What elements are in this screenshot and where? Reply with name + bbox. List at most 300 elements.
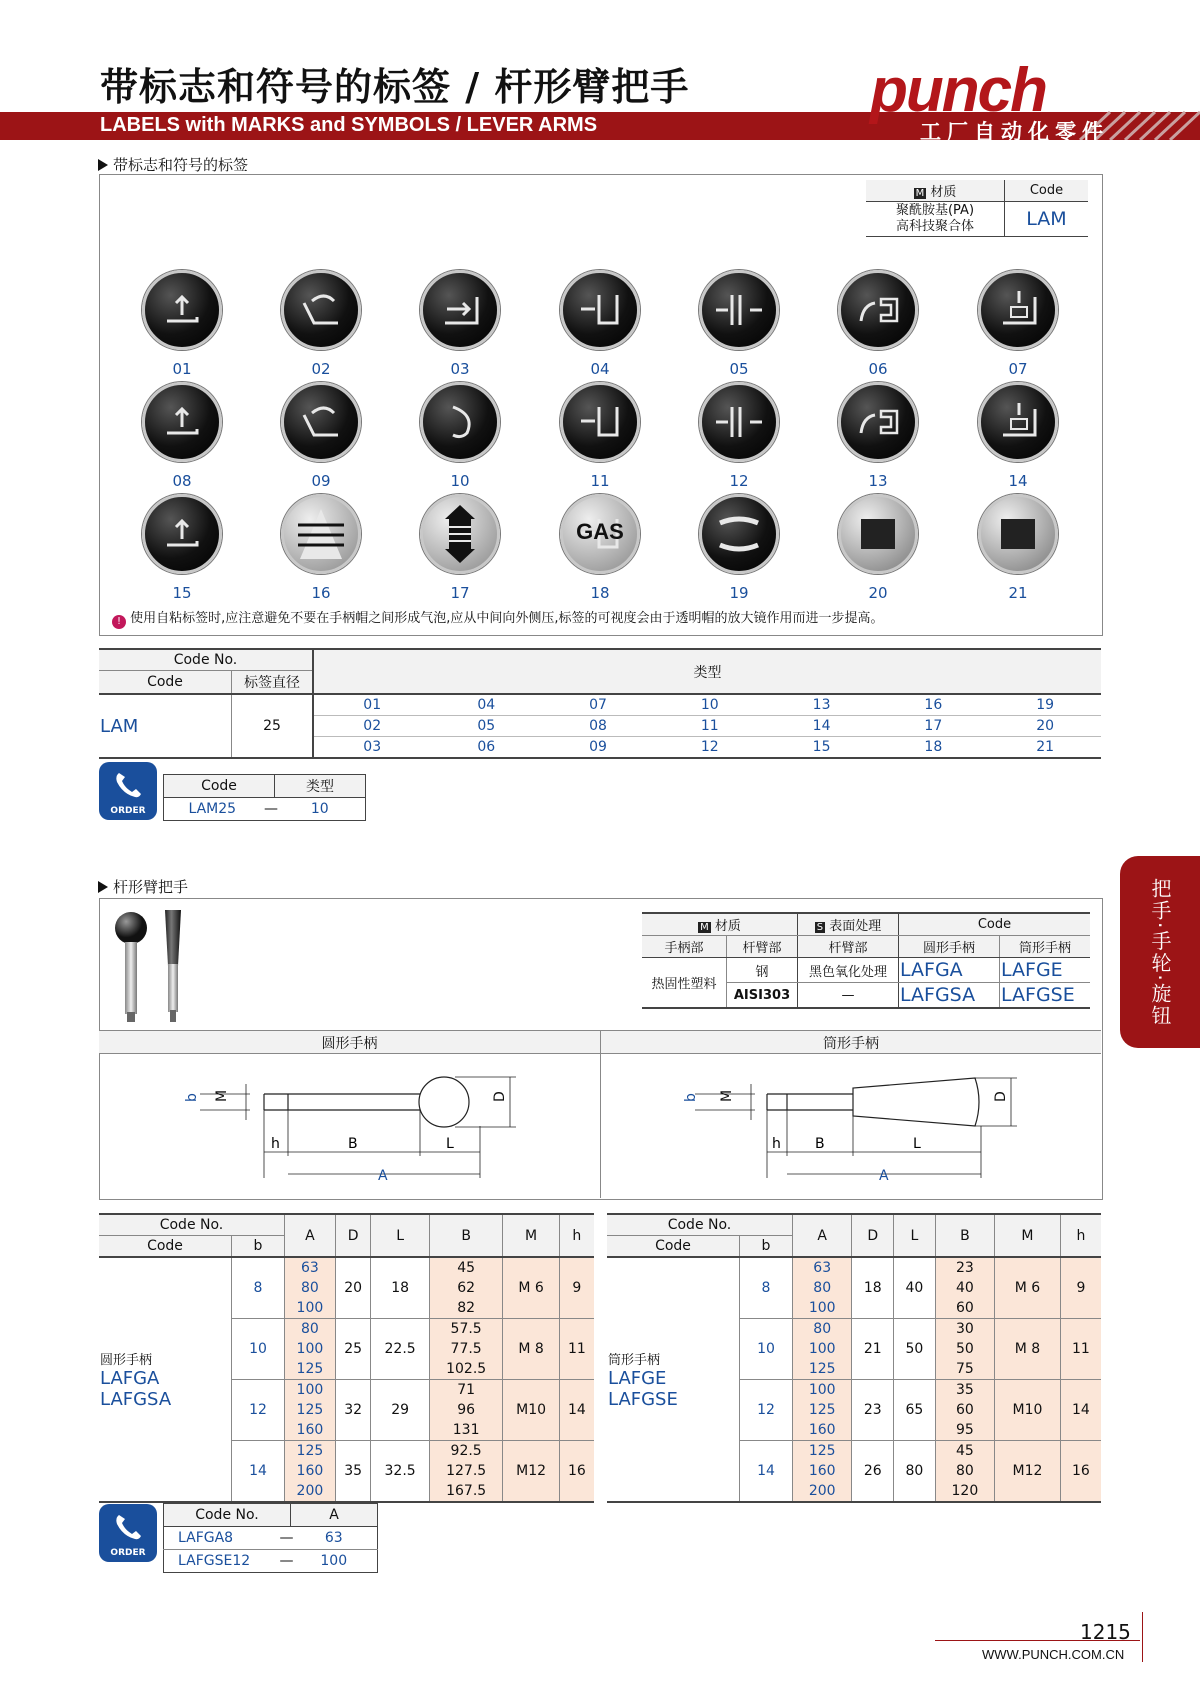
spec-bb-cell: 60: [935, 1400, 994, 1420]
spec-b-cell: 14: [740, 1441, 793, 1503]
order2-row-1-code: [164, 1527, 294, 1550]
order-example-table-1: [163, 774, 366, 821]
order2-row-2-code: [164, 1550, 294, 1573]
spec-a-cell: 160: [793, 1461, 852, 1481]
spec-bb-cell: 77.5: [429, 1339, 503, 1359]
steel-value: 钢: [727, 958, 798, 983]
tube-handle-header: 筒形手柄: [1000, 936, 1091, 958]
t1-type-cell: 07: [542, 694, 654, 716]
spec-code-header: Code: [99, 1236, 232, 1258]
spec-col-header: M: [995, 1214, 1061, 1257]
t1-type-cell: 12: [700, 739, 719, 755]
spec-m-cell: M10: [995, 1380, 1061, 1441]
spec-bb-cell: 131: [429, 1420, 503, 1441]
label-symbol-icon: [978, 382, 1058, 462]
spec-table-left: [99, 1213, 594, 1503]
label-symbol-icon: [699, 494, 779, 574]
spec-l-cell: 40: [894, 1257, 936, 1319]
section-title-text: 杆形臂把手: [113, 878, 189, 896]
label-symbol-icon: [978, 494, 1058, 574]
lever-surf-header: [798, 913, 899, 936]
label-symbol-icon: [281, 494, 361, 574]
aisi-value: AISI303: [727, 983, 798, 1009]
spec-l-cell: 18: [371, 1257, 429, 1319]
code-header: Code: [1005, 180, 1089, 202]
drawing-right-title: 筒形手柄: [823, 1036, 879, 1052]
t1-type-cell: 17: [877, 716, 989, 737]
page-title: 带标志和符号的标签 / 杆形臂把手: [100, 65, 690, 109]
order2-code-text: LAFGA8: [178, 1530, 234, 1546]
label-symbol-icon: [281, 382, 361, 462]
spec-bb-cell: 167.5: [429, 1481, 503, 1502]
spec-col-header: h: [559, 1214, 594, 1257]
order2-row-1-a: 63: [324, 1530, 343, 1546]
label-symbol-icon: [699, 382, 779, 462]
spec-bb-cell: 75: [935, 1359, 994, 1380]
spec-d-cell: 18: [852, 1257, 894, 1319]
spec-bb-cell: 45: [429, 1257, 503, 1278]
dim-l: L: [446, 1136, 454, 1152]
spec-header-row: [99, 1214, 594, 1236]
spec-l-cell: 80: [894, 1441, 936, 1503]
spec-b-cell: 10: [232, 1319, 285, 1380]
label-symbol-icon: [560, 382, 640, 462]
spec-h-cell: 14: [1060, 1380, 1101, 1441]
spec-bb-cell: 45: [935, 1441, 994, 1462]
label-icon-item: [838, 494, 918, 604]
spec-b-cell: 14: [232, 1441, 285, 1503]
spec-a-cell: 80: [793, 1278, 852, 1298]
label-symbol-icon: [142, 270, 222, 350]
label-icon-item: [699, 494, 779, 604]
spec-table: [99, 1213, 594, 1503]
order-badge: [99, 1504, 157, 1562]
code-lafgsa: LAFGSA: [899, 983, 1000, 1009]
dim-h: h: [772, 1136, 781, 1152]
spec-table: [607, 1213, 1101, 1503]
spec-a-cell: 125: [285, 1400, 336, 1420]
t1-type-cell: 08: [542, 716, 654, 737]
label-symbol-icon: [420, 494, 500, 574]
spec-bb-cell: 30: [935, 1319, 994, 1340]
label-symbol-icon: [560, 494, 640, 574]
label-icon-number: 13: [868, 472, 888, 490]
spec-bb-cell: 40: [935, 1278, 994, 1298]
lever-code-header: Code: [899, 913, 1091, 936]
punch-logo: punch: [870, 56, 1046, 125]
spec-a-cell: 100: [285, 1298, 336, 1319]
t1-code-value: LAM: [100, 715, 139, 737]
label-icon-number: 04: [590, 360, 610, 378]
spec-m-cell: M 6: [503, 1257, 559, 1319]
t1-type-cell: 10: [654, 694, 766, 716]
section-title-labels: [98, 154, 248, 175]
thermoset-value: 热固性塑料: [642, 958, 727, 1009]
t1-type-cell: 04: [430, 694, 542, 716]
spec-bb-cell: 102.5: [429, 1359, 503, 1380]
label-icon-item: [420, 494, 500, 604]
spec-code-1: LAFGA: [100, 1368, 160, 1389]
surface-dash: —: [798, 983, 899, 1009]
spec-a-cell: 125: [793, 1400, 852, 1420]
t1-type-cell: 01: [313, 694, 430, 716]
spec-h-cell: 11: [1060, 1319, 1101, 1380]
spec-b-cell: 8: [740, 1257, 793, 1319]
spec-a-cell: 80: [285, 1319, 336, 1340]
dim-b: b: [184, 1093, 200, 1102]
spec-d-cell: 35: [335, 1441, 371, 1503]
dim-a: A: [378, 1168, 388, 1184]
order2-row-2-a: 100: [291, 1550, 378, 1573]
triangle-bullet-icon: [98, 159, 108, 171]
tube-handle-drawing: [675, 1056, 1035, 1196]
footer-url: WWW.PUNCH.COM.CN: [982, 1647, 1125, 1662]
spec-bb-cell: 96: [429, 1400, 503, 1420]
code-lafgse: LAFGSE: [1001, 984, 1075, 1006]
t1-type-cell: 18: [924, 739, 943, 755]
label-icon-item: [978, 382, 1058, 492]
label-icon-item: [978, 270, 1058, 380]
label-icon-number: 09: [311, 472, 331, 490]
label-symbol-icon: [699, 270, 779, 350]
phone-order-icon: [113, 770, 143, 800]
drawing-divider: [600, 1030, 601, 1198]
order2-code-header: Code No.: [164, 1504, 291, 1527]
spec-bb-cell: 120: [935, 1481, 994, 1502]
lever-mat-label: 材质: [714, 919, 741, 934]
label-icon-number: 20: [868, 584, 888, 602]
spec-bb-cell: 80: [935, 1461, 994, 1481]
spec-bb-cell: 60: [935, 1298, 994, 1319]
label-symbol-icon: [978, 270, 1058, 350]
dim-h: h: [271, 1136, 280, 1152]
dim-b: b: [683, 1093, 699, 1102]
label-icon-number: 01: [172, 360, 192, 378]
spec-bb-cell: 23: [935, 1257, 994, 1278]
spec-col-header: A: [285, 1214, 336, 1257]
t1-code-header: Code: [99, 671, 232, 695]
spec-l-cell: 32.5: [371, 1441, 429, 1503]
spec-a-cell: 160: [285, 1461, 336, 1481]
label-icon-item: [560, 494, 640, 604]
arm-part-header: 杆臂部: [727, 936, 798, 958]
spec-bb-cell: 127.5: [429, 1461, 503, 1481]
t1-type-cell: 06: [477, 739, 496, 755]
label-icon-number: 10: [450, 472, 470, 490]
label-symbol-icon: [420, 270, 500, 350]
dim-bb: B: [348, 1136, 358, 1152]
label-icon-number: 14: [1008, 472, 1028, 490]
label-icon-item: [699, 270, 779, 380]
black-oxide-value: 黑色氧化处理: [798, 958, 899, 983]
arm-part-header-2: 杆臂部: [798, 936, 899, 958]
label-icon-item: [142, 270, 222, 380]
spec-a-cell: 125: [793, 1441, 852, 1462]
spec-code-no-header: Code No.: [99, 1214, 285, 1236]
material-value-line1: 聚酰胺基(PA): [895, 203, 975, 218]
label-icon-item: [420, 382, 500, 492]
order1-type-header: 类型: [275, 775, 366, 798]
t1-type-cell: 13: [766, 694, 878, 716]
material-badge-icon: M: [915, 188, 925, 199]
order2-dash: —: [279, 1530, 294, 1546]
spec-code-cell: [99, 1257, 232, 1502]
label-icon-item: [699, 382, 779, 492]
spec-bb-cell: 62: [429, 1278, 503, 1298]
material-header-label: 材质: [930, 185, 957, 200]
section-title-text: 带标志和符号的标签: [113, 156, 249, 174]
spec-code-1: LAFGE: [608, 1368, 667, 1389]
spec-a-cell: 125: [285, 1441, 336, 1462]
spec-a-cell: 200: [285, 1481, 336, 1502]
label-icon-number: 19: [729, 584, 749, 602]
footer-divider: [1142, 1612, 1143, 1662]
label-symbol-icon: [142, 494, 222, 574]
order-badge-label: ORDER: [110, 806, 146, 816]
spec-l-cell: 65: [894, 1380, 936, 1441]
table-row: [607, 1257, 1101, 1278]
round-handle-header: 圆形手柄: [899, 936, 1000, 958]
label-symbol-icon: [142, 382, 222, 462]
spec-b-cell: 10: [740, 1319, 793, 1380]
spec-h-cell: 9: [1060, 1257, 1101, 1319]
material-value: [866, 202, 1005, 237]
label-icon-item: [978, 494, 1058, 604]
dim-d: D: [993, 1091, 1009, 1102]
t1-type-cell: 16: [877, 694, 989, 716]
spec-m-cell: M12: [995, 1441, 1061, 1503]
spec-col-header: D: [335, 1214, 371, 1257]
dim-a: A: [879, 1168, 889, 1184]
label-icon-item: [281, 270, 361, 380]
label-symbol-icon: [838, 382, 918, 462]
label-symbol-icon: [281, 270, 361, 350]
section-title-lever: [98, 876, 188, 897]
dim-m: M: [719, 1089, 735, 1102]
t1-type-cell: 20: [989, 716, 1101, 737]
t1-type-header: 类型: [313, 649, 1101, 694]
code-value: LAM: [1005, 202, 1089, 237]
label-icon-number: 15: [172, 584, 192, 602]
spec-a-cell: 100: [793, 1298, 852, 1319]
spec-m-cell: M 8: [995, 1319, 1061, 1380]
logo-subtitle: 工厂自动化零件: [920, 120, 1109, 144]
spec-col-header: D: [852, 1214, 894, 1257]
spec-d-cell: 25: [335, 1319, 371, 1380]
spec-col-header: L: [894, 1214, 936, 1257]
t1-type-cell: 19: [989, 694, 1101, 716]
spec-a-cell: 80: [285, 1278, 336, 1298]
spec-bb-cell: 57.5: [429, 1319, 503, 1340]
usage-note: [112, 607, 884, 629]
spec-h-cell: 14: [559, 1380, 594, 1441]
spec-a-cell: 80: [793, 1319, 852, 1340]
spec-bb-cell: 92.5: [429, 1441, 503, 1462]
label-icon-number: 07: [1008, 360, 1028, 378]
label-symbol-icon: [420, 382, 500, 462]
surface-badge-icon: S: [816, 922, 824, 933]
t1-code-no-header: Code No.: [99, 649, 313, 671]
t1-type-cell: 09: [589, 739, 607, 755]
order2-dash: —: [279, 1553, 294, 1569]
spec-col-header: B: [935, 1214, 994, 1257]
label-icon-number: 12: [729, 472, 749, 490]
spec-m-cell: M12: [503, 1441, 559, 1503]
dim-bb: B: [815, 1136, 825, 1152]
order1-code-header: Code: [164, 775, 275, 798]
spec-m-cell: M10: [503, 1380, 559, 1441]
code-lafga: LAFGA: [899, 958, 1000, 983]
t1-type-cell: 11: [654, 716, 766, 737]
spec-bb-cell: 50: [935, 1339, 994, 1359]
spec-a-cell: 160: [285, 1420, 336, 1441]
lever-material-table: [642, 912, 1090, 1009]
spec-a-cell: 125: [793, 1359, 852, 1380]
material-value-line2: 高科技聚合体: [895, 219, 974, 234]
triangle-bullet-icon: [98, 881, 108, 893]
spec-a-cell: 63: [285, 1257, 336, 1278]
spec-m-cell: M 6: [995, 1257, 1061, 1319]
spec-type-label: 圆形手柄: [100, 1353, 153, 1368]
warning-icon: !: [112, 615, 126, 629]
drawing-left-title: 圆形手柄: [321, 1036, 378, 1052]
spec-col-header: B: [429, 1214, 503, 1257]
t1-type-cell: 02: [313, 716, 430, 737]
label-icon-number: 06: [868, 360, 888, 378]
label-icon-number: 08: [172, 472, 192, 490]
t1-type-cell: 05: [430, 716, 542, 737]
handle-part-header: 手柄部: [642, 936, 727, 958]
material-header: [866, 180, 1005, 202]
label-icon-number: 03: [450, 360, 470, 378]
order1-type-value: 10: [310, 801, 329, 817]
material-badge-icon: M: [700, 922, 709, 933]
spec-b-header: b: [232, 1236, 285, 1258]
label-symbol-icon: [560, 270, 640, 350]
spec-header-row: [607, 1214, 1101, 1236]
spec-l-cell: 50: [894, 1319, 936, 1380]
spec-m-cell: M 8: [503, 1319, 559, 1380]
label-icon-number: 11: [590, 472, 610, 490]
spec-d-cell: 32: [335, 1380, 371, 1441]
spec-h-cell: 16: [1060, 1441, 1101, 1503]
spec-a-cell: 100: [793, 1380, 852, 1401]
dim-m: M: [214, 1089, 230, 1102]
spec-code-2: LAFGSE: [608, 1389, 678, 1410]
spec-a-cell: 100: [285, 1339, 336, 1359]
spec-code-2: LAFGSA: [100, 1389, 172, 1410]
spec-bb-cell: 82: [429, 1298, 503, 1319]
spec-a-cell: 100: [285, 1380, 336, 1401]
t1-type-cell: 21: [1036, 739, 1055, 755]
labels-material-table: [866, 180, 1088, 237]
order1-code-text: LAM25: [188, 801, 237, 817]
label-icon-item: [420, 270, 500, 380]
label-symbol-icon: [838, 270, 918, 350]
lever-mat-header: [642, 913, 798, 936]
usage-note-text: 使用自粘标签时,应注意避免不要在手柄帽之间形成气泡,应从中间向外侧压,标签的可视度会由于透明帽的放大镜作用而进一步提高。: [130, 611, 884, 626]
label-icon-item: [560, 270, 640, 380]
round-handle-drawing: [180, 1056, 540, 1196]
spec-d-cell: 20: [335, 1257, 371, 1319]
spec-d-cell: 26: [852, 1441, 894, 1503]
order-badge: [99, 762, 157, 820]
label-icon-number: 05: [729, 360, 749, 378]
spec-table-right: [607, 1213, 1101, 1503]
spec-col-header: M: [503, 1214, 559, 1257]
spec-bb-cell: 95: [935, 1420, 994, 1441]
t1-type-cell: 15: [812, 739, 831, 755]
spec-col-header: h: [1060, 1214, 1101, 1257]
lever-surf-label: 表面处理: [829, 919, 882, 934]
spec-h-cell: 16: [559, 1441, 594, 1503]
page-subtitle-en: LABELS with MARKS and SYMBOLS / LEVER ARMS: [100, 114, 598, 136]
order2-code-text: LAFGSE12: [178, 1553, 251, 1569]
label-icon-item: [142, 494, 222, 604]
t1-type-cell: 14: [766, 716, 878, 737]
label-icon-number: 17: [450, 584, 470, 602]
label-code-table: [99, 648, 1101, 759]
label-icon-item: [838, 270, 918, 380]
gas-label-text: GAS: [576, 519, 624, 544]
spec-h-cell: 11: [559, 1319, 594, 1380]
spec-l-cell: 29: [371, 1380, 429, 1441]
spec-col-header: A: [793, 1214, 852, 1257]
t1-type-cell: 03: [313, 737, 430, 759]
spec-a-cell: 100: [793, 1339, 852, 1359]
code-lafge: LAFGE: [1000, 958, 1091, 983]
spec-a-cell: 63: [793, 1257, 852, 1278]
spec-code-cell: [607, 1257, 740, 1502]
spec-a-cell: 200: [793, 1481, 852, 1502]
t1-row: [99, 694, 1101, 716]
spec-code-no-header: Code No.: [607, 1214, 793, 1236]
label-icon-number: 21: [1008, 584, 1028, 602]
label-symbol-icon: [838, 494, 918, 574]
order1-code-value: [164, 798, 279, 821]
t1-diameter-value: 25: [232, 694, 314, 758]
dim-d: D: [492, 1091, 508, 1102]
spec-b-cell: 12: [232, 1380, 285, 1441]
spec-bb-cell: 35: [935, 1380, 994, 1401]
label-icon-number: 18: [590, 584, 610, 602]
spec-b-cell: 8: [232, 1257, 285, 1319]
order-badge-label: ORDER: [110, 1548, 146, 1558]
order2-a-header: A: [291, 1504, 378, 1527]
spec-h-cell: 9: [559, 1257, 594, 1319]
spec-d-cell: 21: [852, 1319, 894, 1380]
phone-order-icon: [113, 1512, 143, 1542]
dim-l: L: [913, 1136, 921, 1152]
label-icon-item: [838, 382, 918, 492]
table-row: [99, 1257, 594, 1278]
page-number: 1215: [1080, 1620, 1131, 1644]
spec-code-header: Code: [607, 1236, 740, 1258]
label-icon-number: 02: [311, 360, 331, 378]
order1-dash: —: [264, 801, 279, 817]
label-icon-item: [560, 382, 640, 492]
spec-b-header: b: [740, 1236, 793, 1258]
spec-a-cell: 160: [793, 1420, 852, 1441]
label-icon-item: [281, 494, 361, 604]
order-example-table-2: [163, 1503, 378, 1573]
spec-col-header: L: [371, 1214, 429, 1257]
spec-b-cell: 12: [740, 1380, 793, 1441]
side-category-tab[interactable]: 把手·手轮·旋钮: [1120, 856, 1200, 1048]
spec-type-label: 筒形手柄: [608, 1353, 661, 1368]
spec-bb-cell: 71: [429, 1380, 503, 1401]
product-photo: [105, 906, 200, 1026]
